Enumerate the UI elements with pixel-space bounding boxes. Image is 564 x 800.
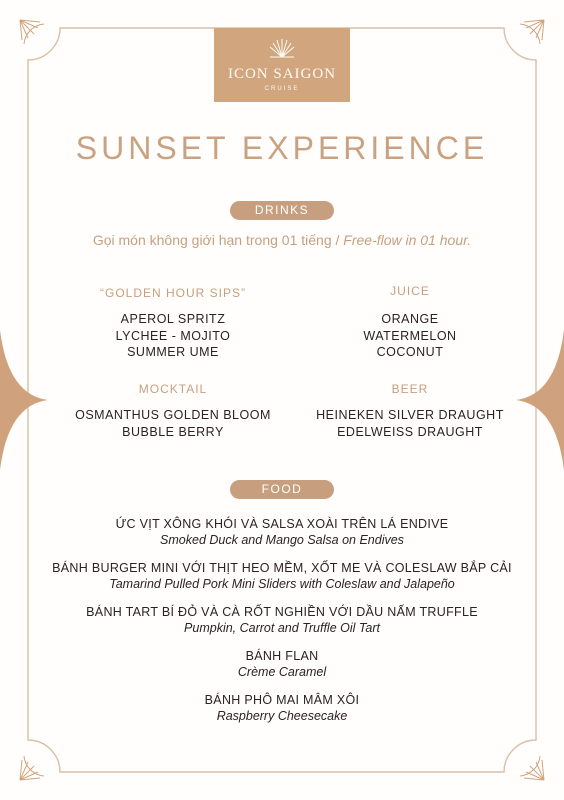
logo-name: ICON SAIGON [227,66,337,82]
page-title: SUNSET EXPERIENCE [75,130,489,166]
dish-name-en: Tamarind Pulled Pork Mini Sliders with Coleslaw and Jalapeño [109,577,455,591]
list-item [0,692,564,724]
golden-hour-heading: “GOLDEN HOUR SIPS” [99,286,246,300]
freeflow-separator: / [331,232,344,248]
logo-subtitle: CRUISE [264,86,300,92]
drinks-label: DRINKS [230,201,334,220]
dish-name-vi: BÁNH BURGER MINI VỚI THỊT HEO MỀM, XỐT ME VÀ COLESLAW BẮP CẢI [52,561,512,575]
list-item [0,560,564,592]
dish-name-en: Crème Caramel [237,665,327,679]
list-item: WATERMELON [363,328,457,343]
dish-name-vi: BÁNH PHÔ MAI MÂM XÔI [204,693,360,707]
dish-name-vi: BÁNH FLAN [245,649,319,663]
list-item: COCONUT [376,345,444,359]
beer-heading: BEER [391,382,429,396]
list-item: BUBBLE BERRY [122,424,224,439]
brand-logo [214,28,350,102]
sunburst-icon [266,35,298,59]
dish-name-en: Smoked Duck and Mango Salsa on Endives [160,533,404,547]
list-item: HEINEKEN SILVER DRAUGHT [316,408,504,422]
food-label: FOOD [230,480,334,499]
mocktail-heading: MOCKTAIL [138,382,208,396]
food-list [0,516,564,736]
freeflow-note [0,232,564,248]
dish-name-en: Raspberry Cheesecake [216,709,348,723]
list-item: APEROL SPRITZ [120,312,226,326]
dish-name-vi: BÁNH TART BÍ ĐỎ VÀ CÀ RỐT NGHIỀN VỚI DẦU NẤM TRUFFLE [86,605,478,619]
list-item: SUMMER UME [127,345,219,359]
juice-heading: JUICE [390,284,430,298]
mocktail-list [58,407,288,440]
freeflow-vi: Gọi món không giới hạn trong 01 tiếng [92,232,332,248]
list-item [0,516,564,548]
list-item [0,604,564,636]
dish-name-en: Pumpkin, Carrot and Truffle Oil Tart [184,621,380,635]
list-item: OSMANTHUS GOLDEN BLOOM [75,408,271,422]
freeflow-en: Free-flow in 01 hour. [343,232,472,248]
list-item: EDELWEISS DRAUGHT [337,424,483,439]
list-item: LYCHEE - MOJITO [115,328,231,343]
dish-name-vi: ỨC VỊT XÔNG KHÓI VÀ SALSA XOÀI TRÊN LÁ ENDIVE [115,517,449,531]
list-item [0,648,564,680]
beer-list [295,407,525,440]
golden-hour-list [58,311,288,361]
juice-list [295,311,525,361]
list-item: ORANGE [381,312,439,326]
